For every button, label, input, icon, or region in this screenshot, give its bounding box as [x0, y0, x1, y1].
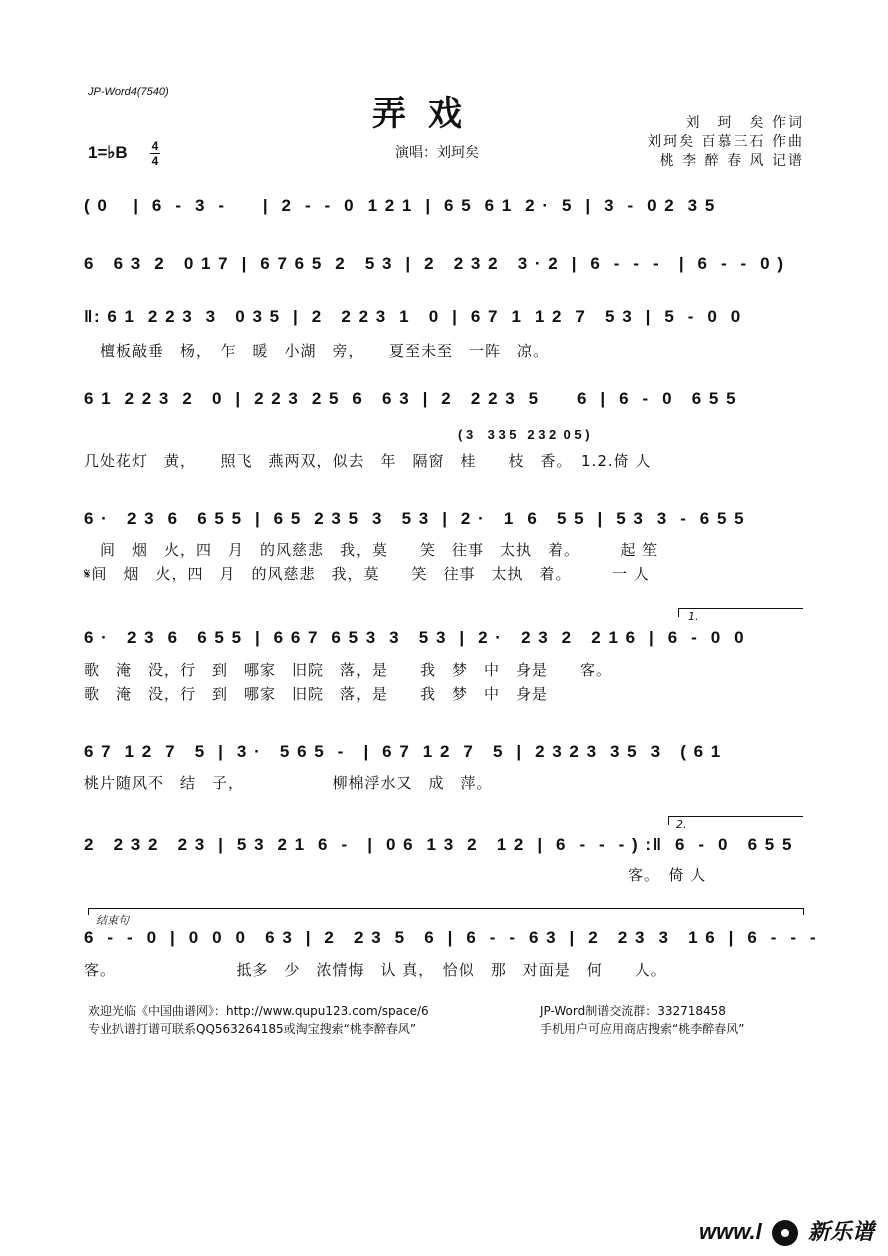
score-row-5 [84, 509, 804, 539]
time-signature [150, 140, 160, 167]
key-signature: 1=♭B [88, 143, 128, 162]
ending-label: 结束句 [96, 914, 129, 927]
score-row-4 [84, 389, 804, 419]
ending-bracket [88, 908, 804, 915]
volta-2-bracket [668, 816, 803, 825]
footer-contact: 专业扒谱打谱可联系QQ563264185或淘宝搜索“桃李醉春风” [88, 1022, 417, 1036]
score-row-text: 6 - - 0 | 0 0 0 6 3 | 2 2 3 5 6 | 6 - - 6 3 | 2 2 3 3 1 6 | 6 - - - [84, 928, 818, 947]
time-top: 4 [151, 139, 159, 153]
score-row-7 [84, 742, 804, 772]
lyric-line-9: 客。 抵多 少 浓情悔 认 真， 恰似 那 对面是 何 人。 [84, 961, 667, 979]
lyric-line-4: 几处花灯 黄， 照飞 燕两双，似去 年 隔窗 桂 枝 香。 1.2.倚 人 [84, 452, 652, 470]
score-row-text: 2 2 3 2 2 3 | 5 3 2 1 6 - | 0 6 1 3 2 1 2 | 6 - - - ) :‖ 6 - 0 6 5 5 [84, 835, 793, 854]
lyric-line-5a: 间 烟 火，四 月 的风慈悲 我，莫 笑 往事 太执 着。 起 笙 [84, 541, 659, 559]
time-bottom: 4 [151, 154, 159, 168]
watermark [699, 1215, 874, 1246]
accompaniment-notes: ( 3 3 3 5 2 3 2 0 5 ) [458, 427, 590, 442]
score-row-3 [84, 307, 804, 337]
score-row-text: 6 6 3 2 0 1 7 | 6 7 6 5 2 5 3 | 2 2 3 2 3 · 2 | 6 - - - | 6 - - 0 ) [84, 254, 785, 273]
record-disc-icon [772, 1220, 798, 1246]
lyric-line-3: 檀板敲垂 杨， 乍 暖 小湖 旁， 夏至未至 一阵 凉。 [84, 342, 550, 360]
software-label: JP-Word4(7540) [88, 86, 169, 98]
lyric-line-7: 桃片随风不 结 子， 柳棉浮水又 成 萍。 [84, 774, 493, 792]
score-row-8 [84, 835, 804, 865]
lyric-line-6a: 歌 淹 没，行 到 哪家 旧院 落，是 我 梦 中 身是 客。 [84, 661, 613, 679]
singer-credit: 演唱：刘珂矣 [395, 145, 479, 161]
lyric-line-5b: 𝄋间 烟 火，四 月 的风慈悲 我，莫 笑 往事 太执 着。 一 人 [84, 565, 650, 583]
score-row-1 [84, 196, 804, 226]
score-row-text: 6 · 2 3 6 6 5 5 | 6 6 7 6 5 3 3 5 3 | 2 · 2 3 2 2 1 6 | 6 - 0 0 [84, 628, 746, 647]
score-row-6 [84, 628, 804, 658]
watermark-url: www.l [698, 1218, 762, 1244]
footer-group: JP-Word制谱交流群：332718458 [540, 1004, 726, 1018]
transcriber-credit: 桃 李 醉 春 风 记谱 [659, 153, 804, 169]
score-row-text: 6 · 2 3 6 6 5 5 | 6 5 2 3 5 3 5 3 | 2 · 1 6 5 5 | 5 3 3 - 6 5 5 [84, 509, 746, 528]
lyric-line-8: 客。 倚 人 [84, 866, 707, 884]
score-row-2 [84, 254, 804, 284]
score-row-9 [84, 928, 818, 958]
volta-1-label: 1. [688, 610, 699, 623]
composer-credit: 刘珂矣 百慕三石 作曲 [647, 134, 804, 150]
score-row-text: 6 7 1 2 7 5 | 3 · 5 6 5 - | 6 7 1 2 7 5 | 2 3 2 3 3 5 3 ( 6 1 [84, 742, 722, 761]
score-row-text: ( 0 | 6 - 3 - | 2 - - 0 1 2 1 | 6 5 6 1 2 · 5 | 3 - 0 2 3 5 [84, 196, 716, 215]
footer-website: 欢迎光临《中国曲谱网》：http://www.qupu123.com/space/6 [88, 1004, 429, 1018]
lyricist-credit: 刘 珂 矣 作词 [685, 115, 804, 131]
song-title: 弄戏 [372, 94, 484, 134]
watermark-brand: 新乐谱 [807, 1218, 874, 1244]
score-row-text: ‖: 6 1 2 2 3 3 0 3 5 | 2 2 2 3 1 0 | 6 7 1 1 2 7 5 3 | 5 - 0 0 [84, 307, 742, 326]
score-row-text: 6 1 2 2 3 2 0 | 2 2 3 2 5 6 6 3 | 2 2 2 3 5 6 | 6 - 0 6 5 5 [84, 389, 738, 408]
footer-mobile: 手机用户可应用商店搜索“桃李醉春风” [540, 1022, 745, 1036]
lyric-line-6b: 歌 淹 没，行 到 哪家 旧院 落，是 我 梦 中 身是 [84, 685, 549, 703]
volta-2-label: 2. [676, 818, 687, 831]
